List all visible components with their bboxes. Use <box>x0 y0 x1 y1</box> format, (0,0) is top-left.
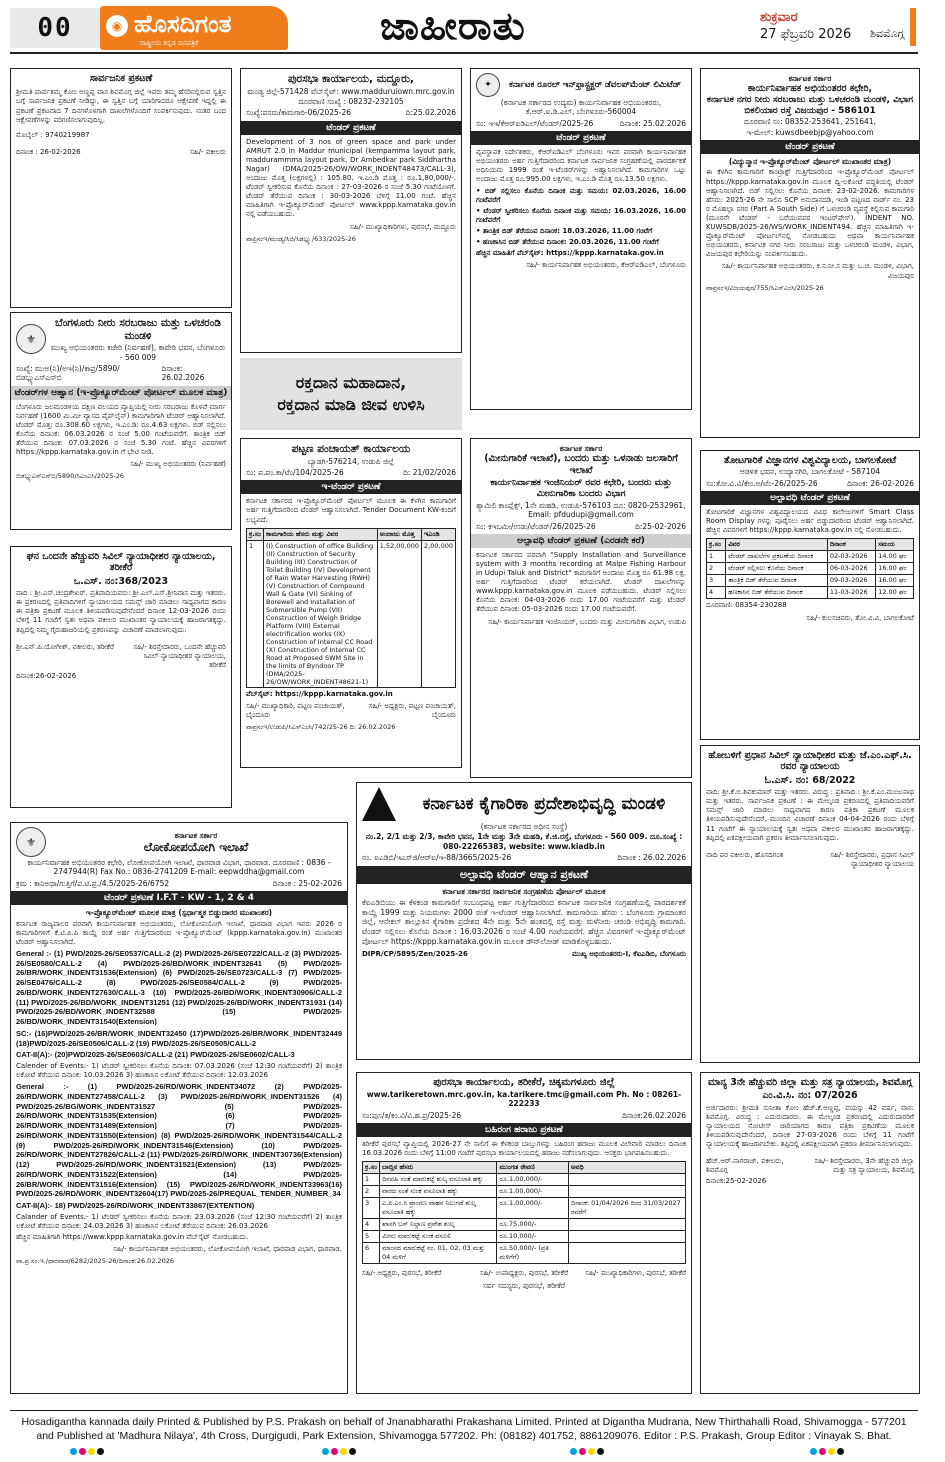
table-cell: 3 <box>707 575 726 587</box>
ad-body: ಕರ್ನಾಟಕ ರಾಜ್ಯಪಾಲರ ಪರವಾಗಿ ಕಾರ್ಯನಿರ್ವಾಹಕ ಅಭಿಯಂತರರು, ಲೋಕೋಪಯೋಗಿ ಇಲಾಖೆ, ಧಾರವಾಡ ವಿಭಾಗ ಇವರು 2026 ರ ಕಾಮಗಾರಿಗಳಿಗೆ ಕೆ.ಟಿ.ಪಿ.ಪಿ ಕಾಯ್ದೆ ರಂತೆ ಅರ್ಹ ಗುತ್ತಿಗೆದಾರರಿಂದ ಇ-ಪ್ರೊಕ್ಯೂರ್‌ಮೆಂಟ್ (kppp.karnataka.gov.in) ಮುಖಾಂತರ ಟೆಂಡರ್ ಆಹ್ವಾನಿಸಲಾಗಿದೆ. <box>16 919 342 946</box>
ad-banner: ಅಲ್ಪಾವಧಿ ಟೆಂಡರ್ ಪ್ರಕಟಣೆ <box>701 491 919 505</box>
dateline-day: ಶುಕ್ರವಾರ <box>760 10 798 25</box>
kiadb-logo-icon <box>362 787 396 821</box>
table-cell: ಮೀನು ಮಾರುಕಟ್ಟೆ ಸುಂಕ ವಸೂಲಿ <box>380 1231 497 1243</box>
table-cell: ರೂ.50,000/- (ಪ್ರತಿ ಮಳಿಗೆಗೆ) <box>497 1243 569 1264</box>
ad-body: ತೋಟಗಾರಿಕೆ ವಿಜ್ಞಾನಗಳ ವಿಶ್ವವಿದ್ಯಾಲಯದ ವಿವಿಧ ಕಾಲೇಜುಗಳಿಗೆ Smart Class Room Display ಗಳನ್ನು ಪೂರೈಸಲು ಅರ್ಹ ಬಿಡ್ಡುದಾರರಿಂದ ಟೆಂಡರ್ ಆಹ್ವಾನಿಸಲಾಗಿದೆ. ಹೆಚ್ಚಿನ ವಿವರಗಳಿಗೆ https://kppp.karnataka.gov.in ನಲ್ಲಿ ನೋಡಬಹುದು. <box>706 508 914 535</box>
work-list-cat-2: CAT-II(A):- 18) PWD/2025-26/RD/WORK_INDENT33867(EXTENTION) <box>16 1201 255 1211</box>
ad-case-number: ಎಂ.ವಿ.ಸಿ. ನಂ: 07/2026 <box>762 1090 858 1102</box>
table-cell: 12.00 ಘಂ <box>876 587 914 599</box>
ad-banner: ಟೆಂಡರ್ ಪ್ರಕಟಣೆ <box>471 131 691 145</box>
ad-footer-note: ಸರ್ವ ಸದಸ್ಯರು, ಪುರಸಭೆ, ತರೀಕೆರೆ <box>482 1281 566 1291</box>
ad-release-number: ವಾ.ಪ್ರ.ಸಂ.ಇ./ಧಾರವಾಡ/6282/2025-26/ದಿನಾಂಕ:26.02.2026 <box>16 1257 175 1266</box>
table-cell: 4 <box>363 1219 380 1231</box>
table-row <box>363 1198 686 1219</box>
ad-signature: ಸಹಿ/- ವಕೀಲರು <box>190 147 226 156</box>
table-cell: ವಾರದ ಸಂತೆ ಸುಂಕ ವಸೂಲಾತಿ ಹಕ್ಕು <box>380 1186 497 1198</box>
table-cell: 16.00 ಘಂ <box>876 563 914 575</box>
ad-body: ಅರ್ಜಿದಾರರು: ಶ್ರೀಮತಿ ಸುನೀತಾ ಕೋಂ ಹೆಚ್.ಕೆ.ಅಣ್ಣಪ್ಪ, ವಯಸ್ಸು 42 ವರ್ಷ, ವಾಸ: ಶಿವಮೊಗ್ಗ. ವಿರುದ್ಧ : ಎದುರುದಾರರು. ಈ ಮೇಲ್ಕಂಡ ಪ್ರಕರಣದಲ್ಲಿ ಎದುರುದಾರರಿಗೆ ನ್ಯಾಯಾಲಯದ ನೋಟೀಸ್ ಜಾರಿಯಾಗದ ಕಾರಣ ಪತ್ರಿಕಾ ಪ್ರಕಟಣೆಯ ಮೂಲಕ ತಿಳಿಯಪಡಿಸುವುದೇನೆಂದರೆ, ದಿನಾಂಕ 27-03-2026 ರಂದು ಬೆಳಿಗ್ಗೆ 11 ಗಂಟೆಗೆ ನ್ಯಾಯಾಲಯಕ್ಕೆ ಹಾಜರಾಗಬೇಕು. ತಪ್ಪಿದಲ್ಲಿ ಏಕಪಕ್ಷೀಯವಾಗಿ ಪ್ರಕರಣ ತೀರ್ಮಾನಿಸಲಾಗುವುದು. <box>706 1103 914 1149</box>
table-cell: 02-03-2026 <box>827 551 875 563</box>
table-cell: ದಿನವಹಿ ಸಂತೆ ಮಾರುಕಟ್ಟೆ ಶುಲ್ಕ ವಸೂಲಾತಿ ಹಕ್ಕು <box>380 1174 497 1186</box>
work-list-cat: CAT-II(A):- (20)PWD/2025-26/SE0603/CALL-2 (21) PWD/2025-26/SE0602/CALL-3 <box>16 1050 295 1060</box>
table-cell: 1 <box>247 540 264 687</box>
ad-body: ವಾದಿ : ಶ್ರೀ.ಎನ್.ಚಂದ್ರಶೇಖರ್. ಪ್ರತಿವಾದಿಯವರು: ಶ್ರೀ.ಎಲ್.ಎಸ್.ಶ್ರೀನಿವಾಸ ಮತ್ತು ಇತರರು. ಈ ಪ್ರಕರಣದಲ್ಲಿ ಪ್ರತಿವಾದಿಗಳಿಗೆ ನ್ಯಾಯಾಲಯದ ಸಮನ್ಸ್ ಜಾರಿ ಮಾಡಲು ಸಾಧ್ಯವಾಗದ ಕಾರಣ ಈ ಪತ್ರಿಕಾ ಪ್ರಕಟಣೆ ಮೂಲಕ ತಿಳಿಯಪಡಿಸುವುದೇನೆಂದರೆ ದಿನಾಂಕ 12-03-2026 ರಂದು ಬೆಳಿಗ್ಗೆ 11 ಗಂಟೆಗೆ ಸ್ವತಃ ಅಥವಾ ವಕೀಲರ ಮುಖಾಂತರ ನ್ಯಾಯಾಲಯಕ್ಕೆ ಹಾಜರಾಗತಕ್ಕದ್ದು. ತಪ್ಪಿದಲ್ಲಿ ನಿಮ್ಮ ಗೈರುಹಾಜರಿಯಲ್ಲಿ ಪ್ರಕರಣವನ್ನು ವಿಚಾರಣೆ ಮಾಡಲಾಗುವುದು. <box>16 589 226 634</box>
registration-dot <box>340 1448 347 1455</box>
registration-dot <box>570 1448 577 1455</box>
table-row <box>707 563 914 575</box>
paper-name: ಹೊಸದಿಗಂತ <box>134 10 232 38</box>
ad-heading: ತೋಟಗಾರಿಕೆ ವಿಜ್ಞಾನಗಳ ವಿಶ್ವವಿದ್ಯಾಲಯ, ಬಾಗಲಕೋಟೆ <box>723 455 897 466</box>
calendar-of-events-2: Calander of Events:- 1) ಟೆಂಡರ್ ಸ್ವೀಕರಿಸಲು ಕೊನೆಯ ದಿನಾಂಕ: 23.03.2026 (ಸಂಜೆ 12:30 ಗಂಟೆಯವರೆಗೆ) 2) ತಾಂತ್ರಿಕ ಲಕೋಟೆ ತೆರೆಯುವ ದಿನಾಂಕ: 24.03.2026 3) ಹಣಕಾಸಿನ ಲಕೋಟೆ ತೆರೆಯುವ ದಿನಾಂಕ: 26.03.2026 <box>16 1212 342 1231</box>
table-cell: ಎ.ಪಿ.ಎಂ.ಸಿ ಪ್ರಾಂಗಣ ವಾಹನ ನಿಲುಗಡೆ ಶುಲ್ಕ ವಸೂಲಾತಿ ಹಕ್ಕು <box>380 1198 497 1219</box>
table-cell: 11-03-2026 <box>827 587 875 599</box>
table-cell: 6 <box>363 1243 380 1264</box>
table-cell: 14.00 ಘಂ <box>876 551 914 563</box>
ad-signature-left: ಸಹಿ/- ಮುಖ್ಯಾಧಿಕಾರಿ, ಪಟ್ಟಣ ಪಂಚಾಯತ್, ಬೈಂದೂರು <box>246 701 345 719</box>
ad-kiadb-tender <box>356 782 692 1060</box>
ad-heading: ಪುರಸಭಾ ಕಾರ್ಯಾಲಯ, ತರೀಕೆರೆ, ಚಿಕ್ಕಮಗಳೂರು ಜಿಲ್ಲೆ <box>433 1077 615 1088</box>
paper-logo <box>100 6 288 50</box>
registration-dot <box>597 1448 604 1455</box>
table-cell: ಟೆಂಡರ್ ದಾಖಲೆಗಳ ಪ್ರಕಟಣೆಯ ದಿನಾಂಕ <box>726 551 828 563</box>
table-header-cell: ಸಮಯ <box>876 539 914 551</box>
ad-date: ದಿನಾಂಕ : 26-02-2026 <box>16 147 81 156</box>
ad-phone: ದೂರವಾಣಿ ಸಂ: 08352-253641, 251641, <box>744 117 876 127</box>
ad-heading: ಹೋಬಳಿಗೆ ಪ್ರಧಾನ ಸಿವಿಲ್ ನ್ಯಾಯಾಧೀಶರ ಮತ್ತು ಜೆ.ಎಂ.ಎಫ್.ಸಿ. ರವರ ನ್ಯಾಯಾಲಯ <box>708 750 912 773</box>
work-list-general-2: General :- (1) PWD/2025-26/RD/WORK_INDENT34072 (2) PWD/2025-26/RD/WORK_INDENT27458/CALL-2 (3) PWD/2025-26/RD/WORK_INDENT31526 (4) PWD/2025-26/BG/WORK_INDENT31527 (5) PWD/2025-26/RD/WORK_INDENT31535(Extension) (6) PWD/2025-26/RD/WORK_INDENT31489(Extension) (7) PWD/2025-26/RD/WORK_INDENT31550(Extension) (8) PWD/2025-26/RD/WORK_INDENT31544/CALL-2 (9) PWD/2025-26/RD/WORK_INDENT31546(Extension) (10) PWD/2025-26/RD/WORK_INDENT27826/CALL-2 (11) PWD/2025-26/RD/WORK_INDENT30736(Extension) (12) PWD/2025-26/RD/WORK_INDENT31521(Extension) (13) PWD/2025-26/RD/WORK_INDENT31522(Extension) (14) PWD/2025-26/BR/WORK_INDENT31516(Extension) (15) PWD/2025-26/RD/WORK_INDENT33963(16) PWD/2025-26/RD/WORK_INDENT32604(17) PWD/2025-26/PREQUAL_TENDER_NUMBER_34 <box>16 1082 342 1199</box>
ad-address: ಶ್ಯಾಮಿಲಿ ಕಾಂಪ್ಲೆಕ್ಸ್, 1ನೇ ಮಹಡಿ, ಉಡುಪಿ-576103 ದೂ: 0820-2532961, Email: pfdudupi@gmail.com <box>476 500 686 520</box>
table-cell <box>569 1243 686 1264</box>
table-row <box>363 1174 686 1186</box>
ad-pattana-panchayat-tender <box>240 438 462 768</box>
ad-reference: ಸಂ: ಕಇಬಮೀ/ಉಡು/ಟೆಂಡರ್/26/2025-26 <box>476 521 596 531</box>
ad-website: ಹೆಚ್ಚಿನ ಮಾಹಿತಿಗಾಗಿ https://www.kppp.karnataka.gov.in ವೆಬ್‌ಸೈಟ್ ನೋಡಬಹುದು. <box>16 1233 249 1242</box>
table-cell: ದಿನಾಂಕ: 01/04/2026 ರಿಂದ 31/03/2027 ರವರೆಗೆ <box>569 1198 686 1219</box>
ad-banner: ಇ-ಟೆಂಡರ್ ಪ್ರಕಟಣೆ <box>241 480 461 494</box>
ad-body: ಕರ್ನಾಟಕ ಸರ್ಕಾರದ ಇ-ಪ್ರೊಕ್ಯೂರ್‌ಮೆಂಟ್ ಪೋರ್ಟಲ್ ಮೂಲಕ ಈ ಕೆಳಗಿನ ಕಾಮಗಾರಿಗೆ ಅರ್ಹ ಗುತ್ತಿಗೆದಾರರಿಂದ ಟೆಂಡರ್ ಆಹ್ವಾನಿಸಲಾಗಿದೆ. Tender Document KW-ಕಂದಿಗೆ ಲಭ್ಯವಿದೆ. <box>246 497 456 524</box>
ad-date: ದಿ:25.02.2026 <box>405 108 456 118</box>
table-cell: 1 <box>707 551 726 563</box>
ad-reference: ಕ್ರಮ : ಕಾನಿಅಧಾ/ಗುತ್ತಿಗೆ/ಪ.ಟಿ.ಪ್ರ./4.5/2025-26/6752 <box>16 878 170 888</box>
table-row <box>247 540 456 687</box>
registration-dot <box>331 1448 338 1455</box>
table-header-cell: ಅಂದಾಜು ಮೊತ್ತ <box>377 528 421 540</box>
ad-body: ಶ್ರೀಮತಿ ಪಾರ್ವತಮ್ಮ ಕೋಂ ಅಣ್ಣಪ್ಪ ವಾಸ ಶಿವಮೊಗ್ಗ ಜಿಲ್ಲೆ ಇವರು ತಮ್ಮ ಹೆಸರಿನಲ್ಲಿರುವ ಸ್ವತ್ತಿನ ಬಗ್ಗೆ ಸಾರ್ವಜನಿಕ ಪ್ರಕಟಣೆ ನೀಡಿದ್ದು, ಈ ಸ್ವತ್ತಿನ ಬಗ್ಗೆ ಯಾರಿಗಾದರೂ ಆಕ್ಷೇಪಣೆ ಇದ್ದಲ್ಲಿ ಈ ಪ್ರಕಟಣೆ ಪ್ರಕಟವಾದ 7 ದಿನಗಳೊಳಗಾಗಿ ದಾಖಲೆಗಳೊಂದಿಗೆ ಸಂಪರ್ಕಿಸುವುದು. ನಂತರ ಬಂದ ಆಕ್ಷೇಪಣೆಗಳನ್ನು ಪರಿಗಣಿಸಲಾಗುವುದಿಲ್ಲ. <box>16 88 226 124</box>
ad-address: ನಂ.2, 2/1 ಮತ್ತು 2/3, ಕಾವೇರಿ ಭವನ, 1ನೇ ಮತ್ತು 3ನೇ ಮಹಡಿ, ಕೆ.ಜಿ.ರಸ್ತೆ, ಬೆಂಗಳೂರು - 560 009. ದೂ.ಸಂಖ್ಯೆ : 080-22265383, website: www.kiadb.in <box>365 832 683 851</box>
ad-signature: ಮುಖ್ಯ ಅಭಿಯಂತರರು-I, ಕೆಐಎಡಿಬಿ, ಬೆಂಗಳೂರು <box>571 949 686 958</box>
ad-horticulture-univ-tender <box>700 450 920 740</box>
table-cell <box>569 1231 686 1243</box>
ad-address: ಆಡಳಿತ ಭವನ, ಉದ್ಯಾನಗಿರಿ, ಬಾಗಲಕೋಟೆ - 587104 <box>739 467 881 477</box>
ad-reference: ನಂ. ಐಎಡಿಬಿ/ಇಎಸ್‌ಜಿ/ಆರ್‌ಐ/ಇ-88/3665/2025-26 <box>362 853 512 863</box>
ad-subheading: ಬ್ಯಾಡಗಿ-576214, ಉಡುಪಿ ಜಿಲ್ಲೆ <box>307 456 395 466</box>
registration-marks-far-right <box>810 1448 844 1455</box>
ad-heading: ಸಾರ್ವಜನಿಕ ಪ್ರಕಟಣೆ <box>89 73 153 84</box>
table-cell: 16.00 ಘಂ <box>876 575 914 587</box>
ad-website: ಹೆಚ್ಚಿನ ಮಾಹಿತಿಗೆ ವೆಬ್‌ಸೈಟ್: https://kppp.karnataka.gov.in <box>476 249 664 258</box>
table-cell: 2 <box>707 563 726 575</box>
ad-contact: ದೂರವಾಣಿ: 08354-230288 <box>706 601 787 610</box>
table-cell: ರೂ.1,00,000/- <box>497 1198 569 1219</box>
registration-marks-center <box>322 1448 356 1455</box>
work-list-sc: SC:- (16)PWD/2025-26/BR/WORK_INDENT32450 (17)PWD/2025-26/BR/WORK_INDENT32449 (18)PWD/2025-26/SE0506/CALL-2 (19) PWD/2025-26/SE0505/CALL-2 <box>16 1028 342 1048</box>
ad-subheading: ಇ-ಪ್ರೊಕ್ಯೂರ್‌ಮೆಂಟ್ ಮೂಲಕ ಮಾತ್ರ (ಸ್ಪರ್ಧಾತ್ಮಕ ಬಿಡ್ಡುದಾರರ ಮುಖಾಂತರ) <box>85 908 273 918</box>
ad-release-number: ಬಿಡಬ್ಲ್ಯುಎಸ್ಎಸ್‌ಬಿ/5890/ಸಿಎಂಎಸಿ/2025-26 <box>16 472 124 481</box>
tender-table <box>246 528 456 688</box>
banner-line-1: ರಕ್ತದಾನ ಮಹಾದಾನ, <box>295 372 407 392</box>
ad-signature-2: ಸಹಿ/- ಉಪಾಧ್ಯಕ್ಷರು, ಪುರಸಭೆ, ತರೀಕೆರೆ <box>479 1269 569 1278</box>
ad-banner: ಟೆಂಡರ್ ಪ್ರಕಟಣೆ <box>241 121 461 135</box>
ad-date: ದಿನಾಂಕ:25-02-2026 <box>706 1177 767 1186</box>
ad-date: ದಿನಾಂಕ: 26-02-2026 <box>847 478 914 488</box>
table-row <box>707 551 914 563</box>
ad-banner: ಟೆಂಡರ್ ಪ್ರಕಟಣೆ I.F.T - KW - 1, 2 & 4 <box>11 891 347 905</box>
dateline <box>760 10 920 46</box>
ad-heading: ಲೋಕೋಪಯೋಗಿ ಇಲಾಖೆ <box>143 839 249 854</box>
ad-signature: ಸಹಿ/- ಶಿರಸ್ತೇದಾರರು, ಪ್ರಧಾನ ಸಿವಿಲ್ ನ್ಯಾಯಾಧೀಶರ ನ್ಯಾಯಾಲಯ <box>830 850 914 868</box>
registration-dot <box>70 1448 77 1455</box>
ad-case-number: ಓ.ಎಸ್. ನಂ: 68/2022 <box>764 774 856 786</box>
ad-subheading: ಮುಖ್ಯ ಅಭಿಯಂತರರು ಕಚೇರಿ (ನಿರ್ವಹಣೆ), ಕಾವೇರಿ ಭವನ, ಬೆಂಗಳೂರು - 560 009 <box>50 343 226 362</box>
ad-court-notice-shivamogga <box>700 1072 920 1394</box>
registration-marks-left <box>70 1448 104 1455</box>
dateline-city: ಶಿವಮೊಗ್ಗ <box>870 27 905 40</box>
ad-public-notice <box>10 68 232 308</box>
schedule-item: • ಟೆಂಡರ್ ಸ್ವೀಕರಿಸಲು ಕೊನೆಯ ದಿನಾಂಕ ಮತ್ತು ಸಮಯ: 16.03.2026, 16.00 ಗಂಟೆವರೆಗೆ <box>476 206 686 224</box>
table-cell: 06-03-2026 <box>827 563 875 575</box>
ad-date: ದಿನಾಂಕ:26-02-2026 <box>16 671 77 680</box>
ad-date: ದಿ:25-02-2026 <box>635 521 686 531</box>
ad-signature: ಸಹಿ/- ಶಿರಸ್ತೇದಾರರು, 3ನೇ ಹೆಚ್ಚುವರಿ ಜಿಲ್ಲಾ ಮತ್ತು ಸತ್ರ ನ್ಯಾಯಾಲಯ, ಶಿವಮೊಗ್ಗ <box>814 1157 914 1175</box>
registration-dot <box>837 1448 844 1455</box>
imprint-line-2: and Published at 'Madhura Nilaya', 4th Cross, Durgigudi, Park Extension, Shivamogga 577202. Ph: (08182) 401752, 8861209076. Editor : P.S. Prakash, Group Editor : Vinayak S. Bhat. <box>36 1430 892 1443</box>
auction-table <box>362 1161 686 1264</box>
govt-emblem-icon: ⚜ <box>16 827 46 857</box>
ad-heading: ಪಟ್ಟಣ ಪಂಚಾಯತ್ ಕಾರ್ಯಾಲಯ <box>291 443 411 455</box>
kridl-logo-icon: ✦ <box>476 73 500 97</box>
ad-signature-right: ಸಹಿ/- ಅಧ್ಯಕ್ಷರು, ಪಟ್ಟಣ ಪಂಚಾಯತ್, ಬೈಂದೂರು <box>368 701 456 719</box>
masthead <box>0 0 945 58</box>
registration-marks-right <box>570 1448 604 1455</box>
ad-signature: ಸಹಿ/- ಮುಖ್ಯ ಅಭಿಯಂತರರು (ನಿರ್ವಹಣೆ) <box>130 460 226 469</box>
registration-dot <box>810 1448 817 1455</box>
registration-dot <box>579 1448 586 1455</box>
ad-body: ಕೆಐಎಡಿಬಿಯು ಈ ಕೆಳಕಂಡ ಕಾಮಗಾರಿಗೆ ಸಂಬಂಧಪಟ್ಟ ಅರ್ಹ ಗುತ್ತಿಗೆದಾರರಿಂದ ಕರ್ನಾಟಕ ಸಾರ್ವಜನಿಕ ಸಂಗ್ರಹಣೆಯಲ್ಲಿ ಪಾರದರ್ಶಕತೆ ಕಾಯ್ದೆ 1999 ಮತ್ತು ನಿಯಮಗಳು 2000 ರಂತೆ ಇ-ಟೆಂಡರ್ ಆಹ್ವಾನಿಸಲಾಗಿದೆ. ಕಾಮಗಾರಿಯ ಹೆಸರು : ಬೆಂಗಳೂರು ಗ್ರಾಮಾಂತರ ಜಿಲ್ಲೆ, ಆನೇಕಲ್ ತಾಲ್ಲೂಕಿನ ಕೈಗಾರಿಕಾ ಪ್ರದೇಶದ 4ನೇ ಮತ್ತು 5ನೇ ಹಂತದಲ್ಲಿ ರಸ್ತೆ ಮತ್ತು ಮಳೆನೀರು ಚರಂಡಿ ಅಭಿವೃದ್ಧಿ ಕಾಮಗಾರಿ. ಟೆಂಡರ್ ಸಲ್ಲಿಸಲು ಕೊನೆಯ ದಿನಾಂಕ : 16.03.2026 ರ ಸಂಜೆ 4.00 ಗಂಟೆಯವರೆಗೆ. ಹೆಚ್ಚಿನ ವಿವರಗಳಿಗೆ ಇ-ಪ್ರೊಕ್ಯೂರ್‌ಮೆಂಟ್ ಪೋರ್ಟಲ್ https://kppp.karnataka.gov.in ಮೂಲಕ ಡೌನ್‌ಲೋಡ್ ಮಾಡಿಕೊಳ್ಳಬಹುದು. <box>362 897 686 946</box>
ad-reference: ಸಂ:ಪುಸ/ತ/ಕಂ.ವಿ/ವಿ.ಹ.ಪ್ರ/2025-26 <box>362 1110 462 1120</box>
table-header-cell: ಇಎಂಡಿ <box>422 528 456 540</box>
table-cell <box>569 1174 686 1186</box>
table-header-cell: ಕ್ರ.ಸಂ <box>707 539 726 551</box>
ad-date: ದಿನಾಂಕ: 25.02.2026 <box>619 118 686 128</box>
table-cell: 3 <box>363 1198 380 1219</box>
registration-dot <box>349 1448 356 1455</box>
ad-body: ಬೆಂಗಳೂರು ಜಲಮಂಡಳಿಯ ದಕ್ಷಿಣ ವಲಯದ ವ್ಯಾಪ್ತಿಯಲ್ಲಿ ನೀರು ಸರಬರಾಜು ಕೊಳವೆ ಮಾರ್ಗ ನಿರ್ವಹಣೆ (1600 ಮಿ.ಮೀ ವ್ಯಾಸದ ಪೈಪ್‌ಲೈನ್) ಕಾಮಗಾರಿಗಾಗಿ ಟೆಂಡರ್ ಆಹ್ವಾನಿಸಲಾಗಿದೆ. ಟೆಂಡರ್ ಮೊತ್ತ: ರೂ.308.60 ಲಕ್ಷಗಳು, ಇ.ಎಂ.ಡಿ: ರೂ.4.63 ಲಕ್ಷಗಳು. ಬಿಡ್ ಸಲ್ಲಿಸಲು ಕೊನೆಯ ದಿನಾಂಕ: 06.03.2026 ರ ಸಂಜೆ 5.00 ಗಂಟೆಯವರೆಗೆ. ತಾಂತ್ರಿಕ ಬಿಡ್ ತೆರೆಯುವ ದಿನಾಂಕ: 07.03.2026 ರ ಸಂಜೆ 5.30 ಗಂಟೆ. ಹೆಚ್ಚಿನ ವಿವರಗಳಿಗೆ https://kppp.karnataka.gov.in ಗೆ ಭೇಟಿ ನೀಡಿ. <box>16 402 226 457</box>
ad-signature: ಸಹಿ/- ಮುಖ್ಯಾಧಿಕಾರಿಗಳು, ಪುರಸಭೆ, ಮದ್ದೂರು <box>350 222 456 231</box>
ad-govt: ಕರ್ನಾಟಕ ಸರ್ಕಾರ <box>174 830 218 840</box>
ad-reference: ಸಂಖ್ಯೆ:ಪಸಮ/ಕಾಮಗಾರಿ-06/2025-26 <box>246 108 352 118</box>
ad-signature: ಸಹಿ/- ಕಾರ್ಯನಿರ್ವಾಹಕ ಅಭಿಯಂತರರು, ಕೆಆರ್‌ಐಡಿಎಲ್, ಬೆಂಗಳೂರು <box>526 261 686 270</box>
schedule-item: • ತಾಂತ್ರಿಕ ಬಿಡ್ ತೆರೆಯುವ ದಿನಾಂಕ: 18.03.2026, 11.00 ಗಂಟೆಗೆ <box>476 226 653 235</box>
table-cell: 4 <box>707 587 726 599</box>
table-cell: ಹಣಕಾಸಿನ ಬಿಡ್ ತೆರೆಯುವ ದಿನಾಂಕ <box>726 587 828 599</box>
ad-banner: ಬಹಿರಂಗ ಹರಾಜು ಪ್ರಕಟಣೆ <box>357 1123 691 1137</box>
ad-phone: ದೂರವಾಣಿ ಸಂಖ್ಯೆ : 08232-232105 <box>298 96 404 106</box>
ad-address: ಕಾರ್ಯನಿರ್ವಾಹಕ ಅಭಿಯಂತರರ ಕಛೇರಿ, ಲೋಕೋಪಯೋಗಿ ಇಲಾಖೆ, ಧಾರವಾಡ ವಿಭಾಗ, ಧಾರವಾಡ. ದೂರವಾಣಿ : 0836 - 2747944(R) Fax No.: 0836-2741209 E-mail: eepwddha@gmail.com <box>27 858 331 877</box>
ad-signature-3: ಸಹಿ/- ಮುಖ್ಯಾಧಿಕಾರಿಗಳು, ಪುರಸಭೆ, ತರೀಕೆರೆ <box>585 1269 686 1278</box>
ad-signature: ಸಹಿ/- ಶಿರಸ್ತೇದಾರರು, ಒಂದನೇ ಹೆಚ್ಚುವರಿ ಸಿವಿಲ್ ನ್ಯಾಯಾಧೀಶರ ನ್ಯಾಯಾಲಯ, ತರೀಕೆರೆ <box>133 642 226 669</box>
table-cell: 5 <box>363 1231 380 1243</box>
ad-kridl-tender <box>470 68 692 410</box>
table-cell: ರೂ.10,000/- <box>497 1231 569 1243</box>
blood-donation-banner <box>240 358 462 430</box>
ad-office: ಕರ್ನಾಟಕ ನಗರ ನೀರು ಸರಬರಾಜು ಮತ್ತು ಒಳಚರಂಡಿ ಮಂಡಳಿ, ವಿಭಾಗ ಬಿಕಲಿಯಾರ ರಸ್ತೆ ವಿಜಯಪುರ - 586101 <box>706 94 914 116</box>
table-cell: ಖಾಸಗಿ ಬಸ್ ನಿಲ್ದಾಣ ಪ್ರವೇಶ ಶುಲ್ಕ <box>380 1219 497 1231</box>
ad-court-notice-chikmagalur <box>700 745 920 1063</box>
ad-heading: (ಮೀನುಗಾರಿಕೆ ಇಲಾಖೆ), ಬಂದರು ಮತ್ತು ಒಳನಾಡು ಜಲಸಾರಿಗೆ ಇಲಾಖೆ <box>484 453 678 476</box>
ad-bwssb-tender <box>10 312 232 530</box>
ad-body: ತರೀಕೆರೆ ಪುರಸಭೆ ವ್ಯಾಪ್ತಿಯಲ್ಲಿ 2026-27 ನೇ ಸಾಲಿಗೆ ಈ ಕೆಳಕಂಡ ಬಾಬ್ತುಗಳನ್ನು ಬಹಿರಂಗ ಹರಾಜು ಮೂಲಕ ವಿಲೇವಾರಿ ಮಾಡಲು ದಿನಾಂಕ 16.03.2026 ರಂದು ಬೆಳಿಗ್ಗೆ 11:00 ಗಂಟೆಗೆ ಪುರಸಭಾ ಕಾರ್ಯಾಲಯದಲ್ಲಿ ಹರಾಜು ನಡೆಸಲಾಗುವುದು. ಆಸಕ್ತರು ಭಾಗವಹಿಸಬಹುದು. <box>362 1140 686 1158</box>
ad-body: Development of 3 nos of green space and park under AMRUT 2.0 in Maddur municipal (kempamma layout park, maddurammma layout park, Dr Ambedkar park Siddhartha Nagar) (DMA/2025-26/OW/WORK_INDENT48473/CALL-3), ಅಂದಾಜು ಮೊತ್ತ (ಲಕ್ಷಗಳಲ್ಲಿ) : 105.80. ಇ.ಎಂ.ಡಿ ಮೊತ್ತ : ರೂ.1,80,000/-. ಟೆಂಡರ್ ಸ್ವೀಕರಿಸುವ ಕೊನೆಯ ದಿನಾಂಕ : 27-03-2026 ರ ಸಂಜೆ 5.30 ಗಂಟೆಯೊಳಗೆ. ಟೆಂಡರ್ ತೆರೆಯುವ ದಿನಾಂಕ : 30-03-2026 ಬೆಳಿಗ್ಗೆ 11.00 ಗಂಟೆ. ಹೆಚ್ಚಿನ ಮಾಹಿತಿಗಾಗಿ ಇ-ಪ್ರೊಕ್ಯೂರ್‌ಮೆಂಟ್ ಪೋರ್ಟಲ್ www.kppp.karnataka.gov.in ನಲ್ಲಿ ಪಡೆಯಬಹುದು. <box>246 137 456 219</box>
table-cell: 09-03-2026 <box>827 575 875 587</box>
calendar-of-events: Calender of Events:- 1) ಟೆಂಡರ್ ಸ್ವೀಕರಿಸಲು ಕೊನೆಯ ದಿನಾಂಕ: 07.03.2026 (ಸಂಜೆ 12:30 ಗಂಟೆಯವರೆಗೆ) 2) ತಾಂತ್ರಿಕ ಲಕೋಟೆ ತೆರೆಯುವ ದಿನಾಂಕ: 10.03.2026 3) ಹಣಕಾಸಿನ ಲಕೋಟೆ ತೆರೆಯುವ ದಿನಾಂಕ: 12.03.2026 <box>16 1062 342 1080</box>
govt-emblem-icon: ⚜ <box>16 324 46 354</box>
accent-bar <box>910 8 916 46</box>
registration-dot <box>828 1448 835 1455</box>
ad-date: ದಿನಾಂಕ : 26.02.2026 <box>617 853 686 863</box>
ad-kuwsdb-tender <box>700 68 920 438</box>
ad-email: ಇ-ಮೇಲ್: kuwsdbeebjp@yahoo.com <box>746 127 874 137</box>
ad-heading: ಕರ್ನಾಟಕ ರೂರಲ್ ಇನ್‌ಫ್ರಾಸ್ಟ್ರಕ್ಚರ್ ಡೆವಲಪ್‌ಮೆಂಟ್ ಲಿಮಿಟೆಡ್ <box>508 79 682 90</box>
masthead-rule <box>10 52 918 54</box>
ad-advocate: ವಾದಿ ಪರ ವಕೀಲರು, ಹೊಸದಿಗಂತ <box>706 850 784 859</box>
ad-heading: ಮಾನ್ಯ 3ನೇ ಹೆಚ್ಚುವರಿ ಜಿಲ್ಲಾ ಮತ್ತು ಸತ್ರ ನ್ಯಾಯಾಲಯ, ಶಿವಮೊಗ್ಗ <box>707 1077 912 1088</box>
registration-dot <box>588 1448 595 1455</box>
schedule-item: • ಹಣಕಾಸಿನ ಬಿಡ್ ತೆರೆಯುವ ದಿನಾಂಕ: 20.03.2026, 11.00 ಗಂಟೆಗೆ <box>476 237 659 246</box>
table-header-cell: ಅವಧಿ <box>569 1162 686 1174</box>
ad-pwd-dharwad-tender <box>10 822 348 1394</box>
ad-office: ಕಾರ್ಯನಿರ್ವಾಹಕ ಇಂಜಿನಿಯರ್ ರವರ ಕಛೇರಿ, ಬಂದರು ಮತ್ತು ಮೀನುಗಾರಿಕಾ ಬಂದರು ವಿಭಾಗ <box>490 478 672 499</box>
ad-release-number: ವಾಪ್ರಿಸಂಇ/ಮಂಡ್ಯ/ಸಿಜಿ/ಸಿಡಬ್ಲ್ಯು/633/2025-26 <box>246 234 356 243</box>
table-header-cell: ಮುಂಗಡ ಠೇವಣಿ <box>497 1162 569 1174</box>
ad-reference: ಸಂಖ್ಯೆ: ಮುಅ(ನಿ)/ಅಇ(ನಿ)/ಕಾಪ್ರ/5890/ಬಿಡಬ್ಲ್ಯುಎಸ್ಎಸ್‌ಬಿ <box>16 363 120 383</box>
table-cell: ರೂ.75,000/- <box>497 1219 569 1231</box>
ad-date: ದಿನಾಂಕ:26.02.2026 <box>622 1110 686 1120</box>
ad-heading: ಕಾರ್ಯನಿರ್ವಾಹಕ ಅಭಿಯಂತರರ ಕಛೇರಿ, <box>747 83 873 95</box>
ad-reference: ಸಂ:ತೋ.ವಿ.ವಿ/ಕೇಂ.ಅ/ಟೆಂ-26/2025-26 <box>706 478 818 488</box>
ad-govt: ಕರ್ನಾಟಕ ಸರ್ಕಾರ <box>559 444 603 453</box>
ad-signature-1: ಸಹಿ/- ಅಧ್ಯಕ್ಷರು, ಪುರಸಭೆ, ತರೀಕೆರೆ <box>362 1269 442 1278</box>
ad-govt: ಕರ್ನಾಟಕ ಸರ್ಕಾರ <box>788 74 832 83</box>
ad-date: ದಿನಾಂಕ : 25-02-2026 <box>272 878 342 888</box>
table-cell: 1 <box>363 1174 380 1186</box>
ad-heading: ಘನ ಒಂದನೇ ಹೆಚ್ಚುವರಿ ಸಿವಿಲ್ ನ್ಯಾಯಾಧೀಶರ ನ್ಯಾಯಾಲಯ, ತರೀಕೆರೆ <box>26 551 216 574</box>
ad-banner: ಅಲ್ಪಾವಧಿ ಟೆಂಡರ್ ಪ್ರಕಟಣೆ (ಎರಡನೇ ಕರೆ) <box>471 534 691 548</box>
table-cell: 1,52,00,000 <box>377 540 421 687</box>
table-row <box>363 1243 686 1264</box>
ad-signature: ಸಹಿ/- ಕುಲಸಚಿವರು, ತೋ.ವಿ.ವಿ, ಬಾಗಲಕೋಟೆ <box>806 613 914 622</box>
ad-heading: ಕರ್ನಾಟಕ ಕೈಗಾರಿಕಾ ಪ್ರದೇಶಾಭಿವೃದ್ಧಿ ಮಂಡಳಿ <box>422 793 666 814</box>
paper-tagline: ರಾಷ್ಟ್ರೀಯ ಕನ್ನಡ ದಿನಪತ್ರಿಕೆ <box>140 39 199 47</box>
table-row <box>363 1186 686 1198</box>
table-cell: ತಾಂತ್ರಿಕ ಬಿಡ್ ತೆರೆಯುವ ದಿನಾಂಕ <box>726 575 828 587</box>
table-cell: 2 <box>363 1186 380 1198</box>
schedule-table <box>706 538 914 599</box>
registration-dot <box>88 1448 95 1455</box>
registration-dot <box>97 1448 104 1455</box>
table-cell: ಟೆಂಡರ್ ಸಲ್ಲಿಸಲು ಕೊನೆಯ ದಿನಾಂಕ <box>726 563 828 575</box>
ad-reference: ಸಂ: ಇಇ/ಕೆಆರ್‌ಐಡಿಎಲ್/ಟೆಂಡರ್/2025-26 <box>476 118 594 128</box>
ad-heading: ಪುರಸಭಾ ಕಾರ್ಯಾಲಯ, ಮದ್ದೂರು, <box>287 73 415 85</box>
ad-subheading-2: ಕರ್ನಾಟಕ ಸರ್ಕಾರದ ಸಾರ್ವಜನಿಕ ಸಂಗ್ರಹಣೆಯ ಪೋರ್ಟಲ್ ಮೂಲಕ <box>442 886 606 896</box>
imprint-line-1: Hosadigantha kannada daily Printed & Published by P.S. Prakash on behalf of Jnanabharathi Prakashana Limited. Printed at Digantha Mudrana, New Thirthahalli Road, Shivamogga - 577201 <box>21 1416 907 1428</box>
registration-dot <box>322 1448 329 1455</box>
table-cell: 2,00,000 <box>422 540 456 687</box>
table-row <box>707 587 914 599</box>
ad-contact: www.tarikeretown.mrc.gov.in, ka.tarikere.tmc@gmail.com Ph. No : 08261-222233 <box>366 1090 682 1109</box>
table-cell: (I) Construction of office Building (II) Construction of Security Building (III) Construction of Toilet Building (IV) Development of Rain Water Harvesting (RWH) (V) Construction of Compound Wall & Gate (VI) Sinking of Borewell and Installation of Submersible Pump (VII) Construction of Weigh Bridge Platform (VIII) External electrification works (IX) Construction of Internal CC Road (X) Construction of Internal CC Road at Proposed SWM Site in the limits of Byndoor TP (DMA/2025-26/OW/WORK_INDENT48621-1) <box>264 540 378 687</box>
ad-contact: ಮೊಬೈಲ್ : 9740219987 <box>16 130 90 139</box>
table-cell: ರೂ.1,00,000/- <box>497 1186 569 1198</box>
table-row <box>707 575 914 587</box>
ad-banner: ಟೆಂಡರ್‌ಗಳ ಆಹ್ವಾನ (ಇ-ಪ್ರೊಕ್ಯೂರ್‌ಮೆಂಟ್ ಪೋರ್ಟಲ್ ಮೂಲಕ ಮಾತ್ರ) <box>11 386 231 400</box>
ad-fisheries-tender <box>470 438 692 778</box>
ad-date: ದಿ: 21/02/2026 <box>403 467 456 477</box>
ad-advocate: ಹೆಚ್.ಆರ್.ನಾಗರಾಜ್, ವಕೀಲರು, ಶಿವಮೊಗ್ಗ <box>706 1157 784 1175</box>
table-cell <box>569 1186 686 1198</box>
ad-body: ಈ ಕೆಳಗಿನ ಕಾಮಗಾರಿಗೆ ಕಾಂಟ್ರಾಕ್ಟ್ ಗುತ್ತಿಗೆದಾರರಿಂದ ಇ-ಪ್ರೊಕ್ಯೂರ್‌ಮೆಂಟ್ ಪೋರ್ಟಲ್ https://kppp.karnataka.gov.in ಮೂಲಕ ದ್ವಿ-ಲಕೋಟೆ ಪದ್ಧತಿಯಲ್ಲಿ ಟೆಂಡರ್ ಆಹ್ವಾನಿಸಲಾಗಿದೆ. ಬಿಡ್ ಸಲ್ಲಿಸಲು ಕೊನೆಯ ದಿನಾಂಕ: 23-02-2026. ಕಾಮಗಾರಿಗಳ ಹೆಸರು: 2025-26 ನೇ ಸಾಲಿನ SCP ಅನುದಾನದಡಿ, ಇಂಡಿ ಪಟ್ಟಣದ ವಾರ್ಡ್ ನಂ. 23 ರ ಮೊಹಲ್ಲಾ ನಗರ (Part A South Side) ಗೆ ಒಳಚರಂಡಿ ವ್ಯವಸ್ಥೆ ಕಲ್ಪಿಸುವ ಕಾಮಗಾರಿ (ಮೂರನೇ ಟೆಂಡರ್ ‑ ಬರೆಯುವವರ ಇಂಟರ್‌ಫೇಸ್). INDENT NO. KUWSDB/2025-26/WS/WORK_INDENT494. ಹೆಚ್ಚಿನ ಮಾಹಿತಿಗಾಗಿ ಇ-ಪ್ರೊಕ್ಯೂರ್‌ಮೆಂಟ್ ಪೋರ್ಟಲ್‌ನಲ್ಲಿ ನೋಡಬಹುದು ಅಥವಾ ಕಾರ್ಯನಿರ್ವಾಹಕ ಅಭಿಯಂತರರು, ಕರ್ನಾಟಕ ನಗರ ನೀರು ಸರಬರಾಜು ಮತ್ತು ಒಳಚರಂಡಿ ಮಂಡಳಿ, ವಿಭಾಗ, ವಿಜಯಪುರ ಕಛೇರಿಯನ್ನು ಸಂಪರ್ಕಿಸಬಹುದು. <box>706 168 914 259</box>
ad-release-number: DIPR/CP/5895/Zen/2025-26 <box>362 949 468 958</box>
ad-website: ವೆಬ್‌ಸೈಟ್: https://kppp.karnataka.gov.in <box>246 689 393 698</box>
dateline-date: 27 ಫೆಬ್ರವರಿ 2026 <box>760 27 852 42</box>
ad-release-number: ವಾಪ್ರಸಂಇ/ಉಡುಪಿ/ಸಿಎಸ್‌ಎಂಸಿ/742/25-26 ದಿ: 26.02.2026 <box>246 722 396 731</box>
work-list-general: General :- (1) PWD/2025-26/SE0537/CALL-2 (2) PWD/2025-26/SE0722/CALL-2 (3) PWD/2025-26/SE0580/CALL-2 (4) PWD/2025-26/BD/WORK_INDENT32641 (5) PWD/2025-26/BR/WORK_INDENT31536(Extension) (6) PWD/2025-26/SE0723/CALL-3 (7) PWD/2025-26/SE0476/CALL-2 (8) PWD/2025-26/SE0584/CALL-2 (9) PWD/2025-26/BD/WORK_INDENT27630/CALL-3 (10) PWD/2025-26/BD/WORK_INDENT30906/CALL-2 (11) PWD/2025-26/BD/WORK_INDENT31251 (12) PWD/2025-26/BD/WORK_INDENT31931 (14) PWD/2025-26/BD/WORK_INDENT32588 (15) PWD/2025-26/BD/WORK_INDENT31540(Extension) <box>16 948 342 1027</box>
ad-subheading: (ಕರ್ನಾಟಕ ಸರ್ಕಾರದ ಉದ್ಯಮ) ಕಾರ್ಯನಿರ್ವಾಹಕ ಅಭಿಯಂತರರು, ಕೆ.ಆರ್.ಐ.ಡಿ.ಎಲ್, ಬೆಂಗಳೂರು-560004 <box>500 98 662 117</box>
table-row <box>363 1219 686 1231</box>
table-header-cell: ವಿವರ <box>726 539 828 551</box>
table-header-cell: ಬಾಬ್ತಿನ ಹೆಸರು <box>380 1162 497 1174</box>
table-header-cell: ಕ್ರ.ಸಂ <box>363 1162 380 1174</box>
logo-emblem-icon: ◉ <box>106 15 128 37</box>
ad-subheading: (ಕರ್ನಾಟಕ ಸರ್ಕಾರದ ಅಧೀನ ಸಂಸ್ಥೆ) <box>480 822 568 831</box>
registration-dot <box>79 1448 86 1455</box>
table-cell: ರೂ.1,00,000/- <box>497 1174 569 1186</box>
banner-line-2: ರಕ್ತದಾನ ಮಾಡಿ ಜೀವ ಉಳಿಸಿ <box>277 395 425 414</box>
table-cell <box>569 1219 686 1231</box>
ad-case-number: ಒ.ಎಸ್. ನಂ:368/2023 <box>73 575 169 587</box>
table-row <box>363 1231 686 1243</box>
ad-body: ಕರ್ನಾಟಕ ಸರ್ಕಾರದ ಪರವಾಗಿ "Supply Installation and Surveillance system with 3 months recording at Malpe Fishing Harbour in Udupi Taluk and District" ಕಾಮಗಾರಿಗೆ ಅಂದಾಜು ಮೊತ್ತ ರೂ 61.98 ಲಕ್ಷ. ಅರ್ಹ ಗುತ್ತಿಗೆದಾರರಿಂದ ಟೆಂಡರ್ ಕರೆಯಲಾಗಿದೆ. ಟೆಂಡರ್ ದಾಖಲೆಗಳನ್ನು www.kppp.karnataka.gov.in ಮೂಲಕ ಪಡೆಯಬಹುದು. ಟೆಂಡರ್ ಸಲ್ಲಿಸಲು ಕೊನೆಯ ದಿನಾಂಕ: 04-03-2026 ರಂದು 17.00 ಗಂಟೆಯವರೆಗೆ ಮತ್ತು ಟೆಂಡರ್ ತೆರೆಯುವ ದಿನಾಂಕ: 05-03-2026 ರಂದು 17.00 ಗಂಟೆಯವರೆಗೆ. <box>476 550 686 614</box>
ad-body: ವಾದಿ: ಶ್ರೀ.ಕೆ.ಬಿ.ಶಿವಕುಮಾರ್ ಮತ್ತು ಇತರರು. ವಿರುದ್ಧ : ಪ್ರತಿವಾದಿ : ಶ್ರೀ.ಕೆ.ಎಂ.ಮಂಜುನಾಥ ಮತ್ತು ಇತರರು. ಸಾರ್ವಜನಿಕ ಪ್ರಕಟಣೆ : ಈ ಮೇಲ್ಕಂಡ ಪ್ರಕರಣದಲ್ಲಿ ಪ್ರತಿವಾದಿಯವರಿಗೆ ಸಮನ್ಸ್ ಜಾರಿ ಮಾಡಲು ಸಾಧ್ಯವಾಗದ ಕಾರಣ ಪತ್ರಿಕಾ ಪ್ರಕಟಣೆ ಮೂಲಕ ತಿಳಿಯಪಡಿಸುವುದೇನೆಂದರೆ, ಮುಂದಿನ ವಿಚಾರಣೆ ದಿನಾಂಕ 04-04-2026 ರಂದು ಬೆಳಿಗ್ಗೆ 11 ಗಂಟೆಗೆ ಈ ನ್ಯಾಯಾಲಯಕ್ಕೆ ಸ್ವತಃ ಅಥವಾ ವಕೀಲರ ಮುಖಾಂತರ ಹಾಜರಾಗತಕ್ಕದ್ದು. ತಪ್ಪಿದಲ್ಲಿ ಏಕಪಕ್ಷೀಯವಾಗಿ ಪ್ರಕರಣ ತೀರ್ಮಾನಿಸಲಾಗುವುದು. <box>706 788 914 842</box>
ad-reference: ಸಂ: ಪ.ಪಂ.ಕಾ/ಟೆಂ/104/2025-26 <box>246 467 344 477</box>
ad-signature: ಸಹಿ/- ಕಾರ್ಯನಿರ್ವಾಹಕ ಅಭಿಯಂತರರು, ಲೋಕೋಪಯೋಗಿ ಇಲಾಖೆ, ಧಾರವಾಡ ವಿಭಾಗ, ಧಾರವಾಡ. <box>113 1245 342 1254</box>
ad-advocate: ಶ್ರೀ.ಎನ್.ಪಿ.ಯೋಗೀಶ್, ವಕೀಲರು, ತರೀಕೆರೆ <box>16 642 115 651</box>
ad-court-notice-tarikere <box>10 546 232 808</box>
ad-body: ವ್ಯವಸ್ಥಾಪಕ ನಿರ್ದೇಶಕರು, ಕೆಆರ್‌ಐಡಿಎಲ್ ಬೆಂಗಳೂರು ಇವರ ಪರವಾಗಿ ಕಾರ್ಯನಿರ್ವಾಹಕ ಅಭಿಯಂತರರು ಅರ್ಹ ಗುತ್ತಿಗೆದಾರರಿಂದ ಕರ್ನಾಟಕ ಸಾರ್ವಜನಿಕ ಸಂಗ್ರಹಣೆಯಲ್ಲಿ ಪಾರದರ್ಶಕತೆ ಅಧಿನಿಯಮ 1999 ರಂತೆ ಇ-ಟೆಂಡರ್‌ಗಳನ್ನು ಆಹ್ವಾನಿಸಲಾಗಿದೆ. ಕಾಮಗಾರಿಗಳ ಒಟ್ಟು ಅಂದಾಜು ಮೊತ್ತ ರೂ.995.00 ಲಕ್ಷಗಳು, ಇ.ಎಂ.ಡಿ ಮೊತ್ತ ರೂ.13.50 ಲಕ್ಷಗಳು. <box>476 148 686 184</box>
ad-maddur-tender <box>240 68 462 353</box>
table-cell: ಮಾಂಸದ ಮಾರುಕಟ್ಟೆ ನಂ. 01, 02, 03 ಮತ್ತು 04 ಮಳಿಗೆ <box>380 1243 497 1264</box>
table-header-cell: ಕ್ರ.ಸಂ <box>247 528 264 540</box>
imprint-footer <box>10 1410 918 1443</box>
ad-banner: ಟೆಂಡರ್ ಪ್ರಕಟಣೆ <box>701 140 919 154</box>
section-heading: ಜಾಹೀರಾತು <box>380 4 526 48</box>
ad-website: ಮಂಡ್ಯ ಜಿಲ್ಲೆ-571428 ವೆಬ್‌ಸೈಟ್: www.madduruiown.mrc.gov.in <box>247 86 455 96</box>
ad-release-number: ವಾಪ್ರಸಂಇ/ವಿಜಯಪುರ/755/ಸಿಎಸ್‌ಎಂಸಿ/2025-26 <box>706 283 824 292</box>
ad-banner: ಅಲ್ಪಾವಧಿ ಟೆಂಡರ್ ಆಹ್ವಾನ ಪ್ರಕಟಣೆ <box>357 866 691 884</box>
table-header-cell: ಕಾಮಗಾರಿಯ ಹೆಸರು ಮತ್ತು ವಿವರ <box>264 528 378 540</box>
schedule-item: • ಬಿಡ್ ಸಲ್ಲಿಸಲು ಕೊನೆಯ ದಿನಾಂಕ ಮತ್ತು ಸಮಯ: 02.03.2026, 16.00 ಗಂಟೆವರೆಗೆ <box>476 186 686 204</box>
ad-tarikere-auction <box>356 1072 692 1394</box>
ad-heading: ಬೆಂಗಳೂರು ನೀರು ಸರಬರಾಜು ಮತ್ತು ಒಳಚರಂಡಿ ಮಂಡಳಿ <box>54 317 222 342</box>
ad-signature: ಸಹಿ/- ಕಾರ್ಯನಿರ್ವಾಹಕ ಅಭಿಯಂತರರು, ಕ.ನ.ನೀ.ಸ ಮತ್ತು ಒ.ಚ. ಮಂಡಳಿ, ವಿಭಾಗ, ವಿಜಯಪುರ <box>721 262 914 280</box>
registration-dot <box>819 1448 826 1455</box>
ad-date: ದಿನಾಂಕ: 26.02.2026 <box>161 363 205 383</box>
ad-signature: ಸಹಿ/- ಕಾರ್ಯನಿರ್ವಾಹಕ ಇಂಜಿನಿಯರ್, ಬಂದರು ಮತ್ತು ಮೀನುಗಾರಿಕಾ ವಿಭಾಗ, ಉಡುಪಿ <box>488 617 686 626</box>
page-number: 00 <box>10 8 100 48</box>
ad-subheading: (ವಿದ್ಯುನ್ಮಾನ ಇ-ಪ್ರೊಕ್ಯೂರ್‌ಮೆಂಟ್ ಪೋರ್ಟಲ್ ಮುಖಾಂತರ ಮಾತ್ರ) <box>728 157 892 167</box>
table-header-cell: ದಿನಾಂಕ <box>827 539 875 551</box>
